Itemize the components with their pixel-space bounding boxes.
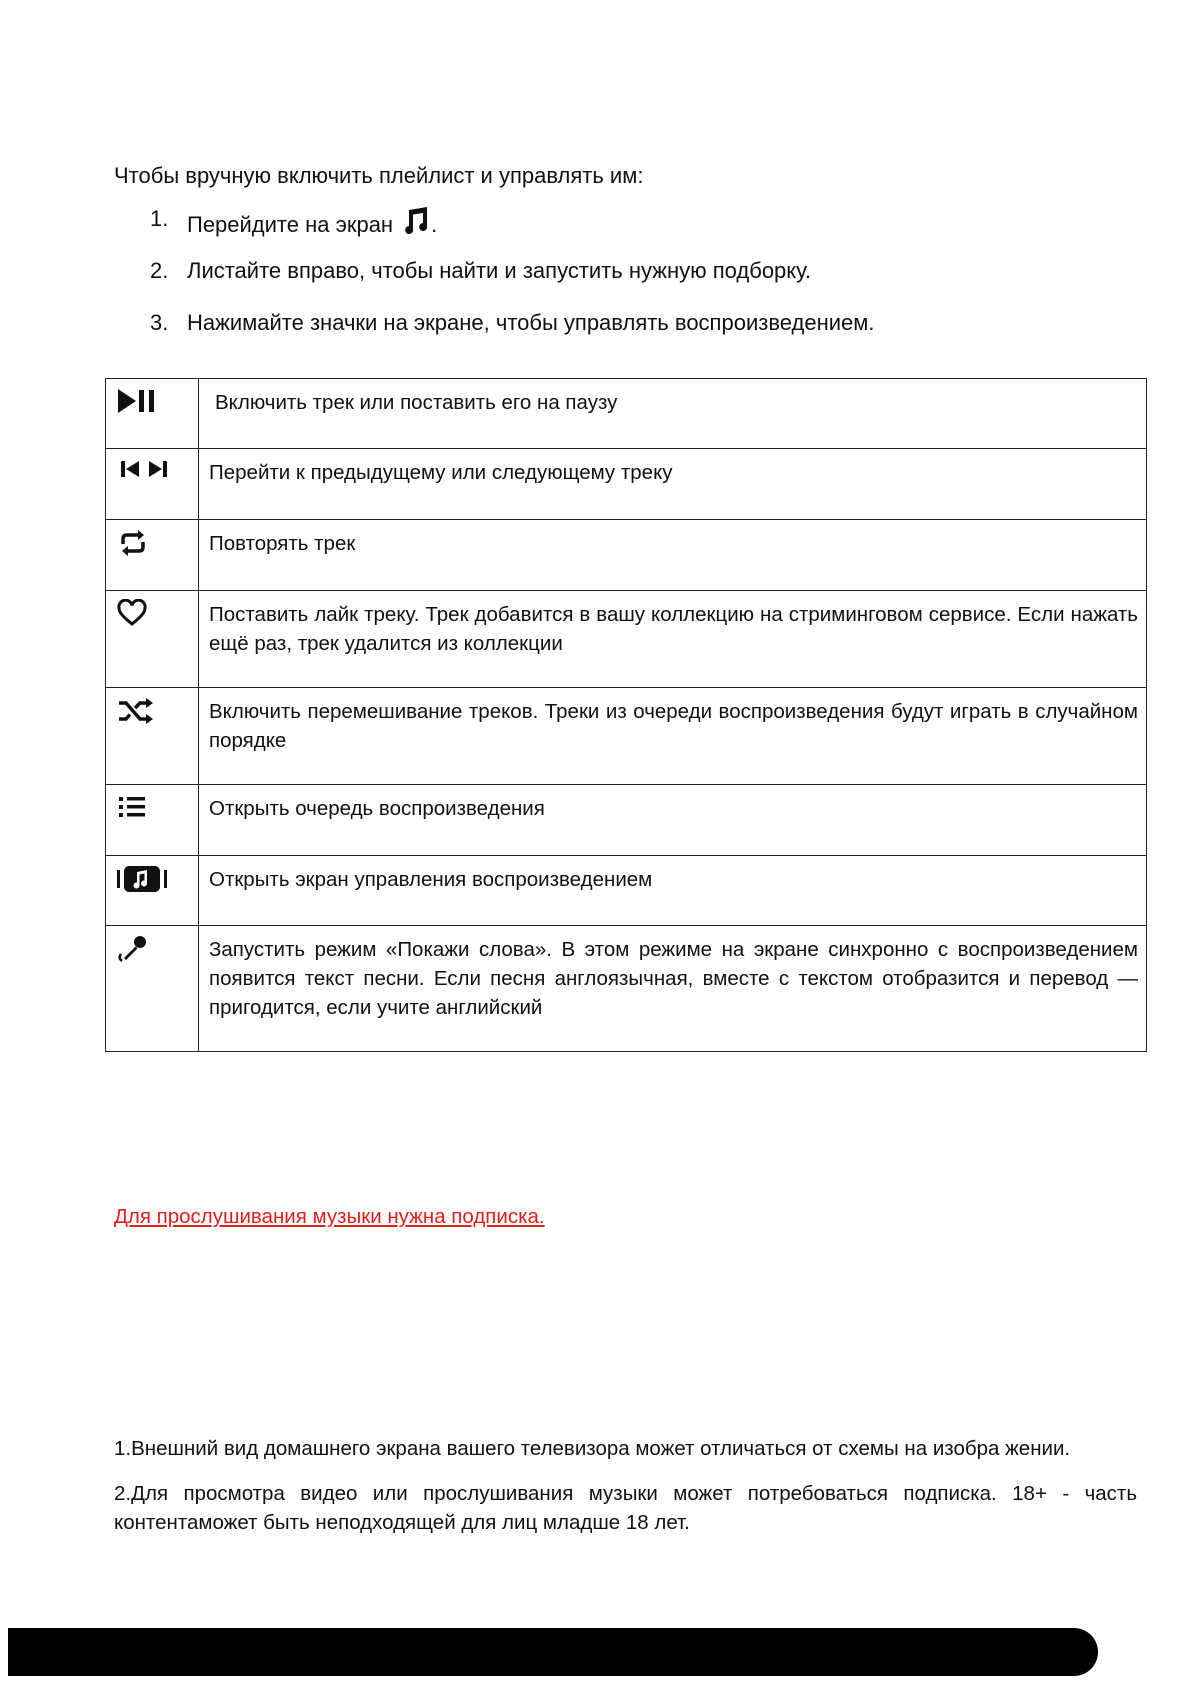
step-number: 3. <box>150 310 169 335</box>
intro-text: Чтобы вручную включить плейлист и управлять им: <box>114 163 644 188</box>
queue-list-icon <box>116 793 198 821</box>
description-cell: Открыть очередь воспроизведения <box>199 785 1147 856</box>
step-text-label: Перейдите на экран <box>187 212 394 237</box>
footnotes <box>114 1434 1137 1553</box>
step-item <box>150 258 875 310</box>
table-row <box>106 591 1147 688</box>
description-cell: Поставить лайк треку. Трек добавится в вашу коллекцию на стриминговом сервисе. Если нажать ещё раз, трек удалится из коллекции <box>199 591 1147 688</box>
footnote: 1.Внешний вид домашнего экрана вашего телевизора может отличаться от схемы на изобра жении. <box>114 1437 1071 1460</box>
table-row <box>106 520 1147 591</box>
icon-cell <box>106 379 199 449</box>
icon-cell <box>106 688 199 785</box>
table-row <box>106 926 1147 1052</box>
step-number: 2. <box>150 258 169 283</box>
description-cell: Повторять трек <box>199 520 1147 591</box>
step-number: 1. <box>150 206 169 231</box>
table-row <box>106 856 1147 926</box>
icon-cell <box>106 926 199 1052</box>
icon-cell <box>106 856 199 926</box>
icon-cell <box>106 591 199 688</box>
player-screen-icon <box>116 864 198 894</box>
repeat-icon <box>116 528 198 558</box>
controls-table <box>105 378 1147 1052</box>
table-row <box>106 785 1147 856</box>
step-text: Нажимайте значки на экране, чтобы управлять воспроизведением. <box>187 310 875 335</box>
heart-icon <box>116 599 198 627</box>
table-row <box>106 688 1147 785</box>
description-cell: Открыть экран управления воспроизведением <box>199 856 1147 926</box>
description-cell: Включить перемешивание треков. Треки из очереди воспроизведения будут играть в случайном порядке <box>199 688 1147 785</box>
description-cell: Перейти к предыдущему или следующему треку <box>199 449 1147 520</box>
icon-cell <box>106 520 199 591</box>
description-cell: Включить трек или поставить его на паузу <box>199 379 1147 449</box>
subscription-warning: Для прослушивания музыки нужна подписка. <box>114 1205 545 1228</box>
shuffle-icon <box>116 696 198 726</box>
description-cell: Запустить режим «Покажи слова». В этом режиме на экране синхронно с воспроизведением появится текст песни. Если песня англоязычная, вместе с текстом отобразится и перевод — пригодится, если учите английский <box>199 926 1147 1052</box>
footnote: 2.Для просмотра видео или прослушивания музыки может потребоваться подписка. 18+ - часть контентаможет быть неподходящей для лиц младше 18 лет. <box>114 1482 1137 1534</box>
step-item <box>150 310 875 362</box>
music-note-icon <box>403 206 431 240</box>
icon-cell <box>106 449 199 520</box>
steps-list <box>150 206 875 362</box>
step-item <box>150 206 875 258</box>
play-pause-icon <box>116 387 198 415</box>
table-row <box>106 449 1147 520</box>
microphone-icon <box>116 934 198 964</box>
step-suffix: . <box>431 212 438 237</box>
step-text <box>187 206 437 240</box>
prev-next-icon <box>116 457 198 481</box>
table-row <box>106 379 1147 449</box>
bottom-bar <box>8 1628 1098 1676</box>
step-text: Листайте вправо, чтобы найти и запустить нужную подборку. <box>187 258 812 283</box>
icon-cell <box>106 785 199 856</box>
